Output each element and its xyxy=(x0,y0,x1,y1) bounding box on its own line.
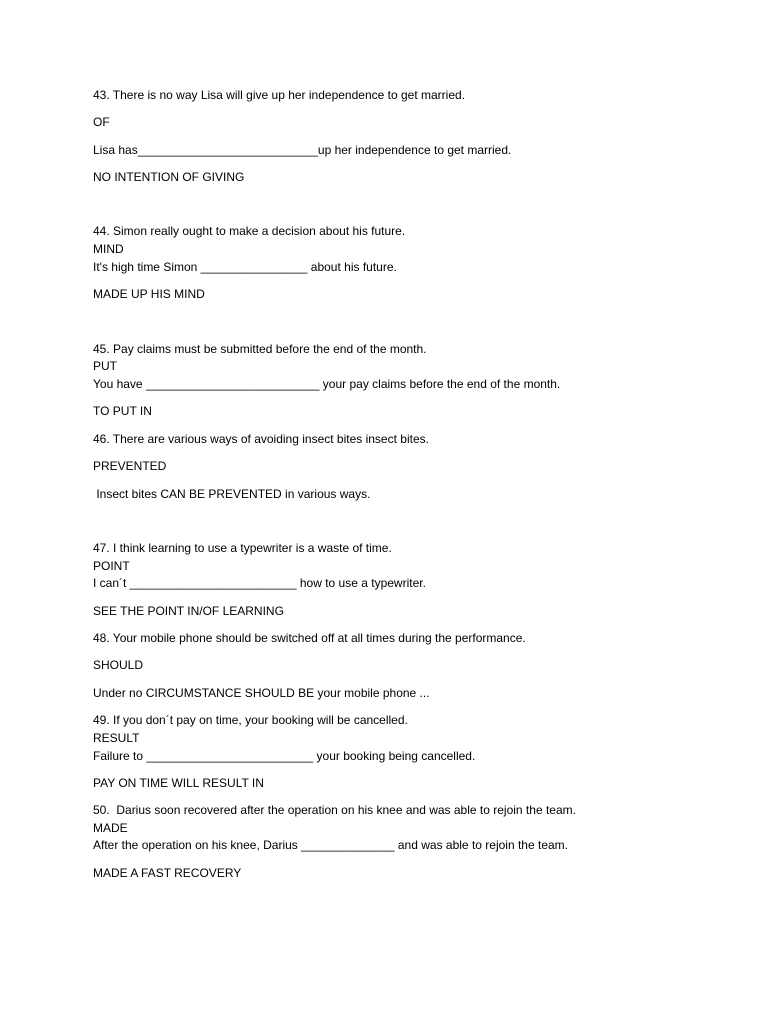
question-50: 50. Darius soon recovered after the operation on his knee and was able to rejoin the team. xyxy=(93,803,576,817)
keyword-49: RESULT xyxy=(93,731,140,745)
question-48: 48. Your mobile phone should be switched off at all times during the performance. xyxy=(93,631,526,645)
gap-sentence-50: After the operation on his knee, Darius ______________ and was able to rejoin the team. xyxy=(93,838,568,852)
question-46: 46. There are various ways of avoiding insect bites insect bites. xyxy=(93,432,429,446)
answer-48: Under no CIRCUMSTANCE SHOULD BE your mobile phone ... xyxy=(93,686,430,700)
answer-45: TO PUT IN xyxy=(93,404,152,418)
question-47: 47. I think learning to use a typewriter is a waste of time. xyxy=(93,541,392,555)
answer-46: Insect bites CAN BE PREVENTED in various ways. xyxy=(93,487,371,501)
question-43: 43. There is no way Lisa will give up her independence to get married. xyxy=(93,88,465,102)
question-49: 49. If you don´t pay on time, your booking will be cancelled. xyxy=(93,713,408,727)
answer-50: MADE A FAST RECOVERY xyxy=(93,866,242,880)
question-44: 44. Simon really ought to make a decision about his future. xyxy=(93,224,406,238)
gap-sentence-45: You have __________________________ your pay claims before the end of the month. xyxy=(93,377,561,391)
keyword-43: OF xyxy=(93,115,110,129)
answer-47: SEE THE POINT IN/OF LEARNING xyxy=(93,604,284,618)
gap-sentence-44: It's high time Simon ________________ about his future. xyxy=(93,260,397,274)
keyword-48: SHOULD xyxy=(93,658,144,672)
answer-44: MADE UP HIS MIND xyxy=(93,287,205,301)
question-45: 45. Pay claims must be submitted before the end of the month. xyxy=(93,342,427,356)
answer-49: PAY ON TIME WILL RESULT IN xyxy=(93,776,264,790)
keyword-44: MIND xyxy=(93,242,124,256)
gap-sentence-49: Failure to _________________________ your booking being cancelled. xyxy=(93,749,476,763)
answer-43: NO INTENTION OF GIVING xyxy=(93,170,245,184)
gap-sentence-43: Lisa has___________________________up her independence to get married. xyxy=(93,143,512,157)
keyword-45: PUT xyxy=(93,359,117,373)
keyword-46: PREVENTED xyxy=(93,459,167,473)
keyword-50: MADE xyxy=(93,821,128,835)
gap-sentence-47: I can´t _________________________ how to use a typewriter. xyxy=(93,576,426,590)
keyword-47: POINT xyxy=(93,559,130,573)
